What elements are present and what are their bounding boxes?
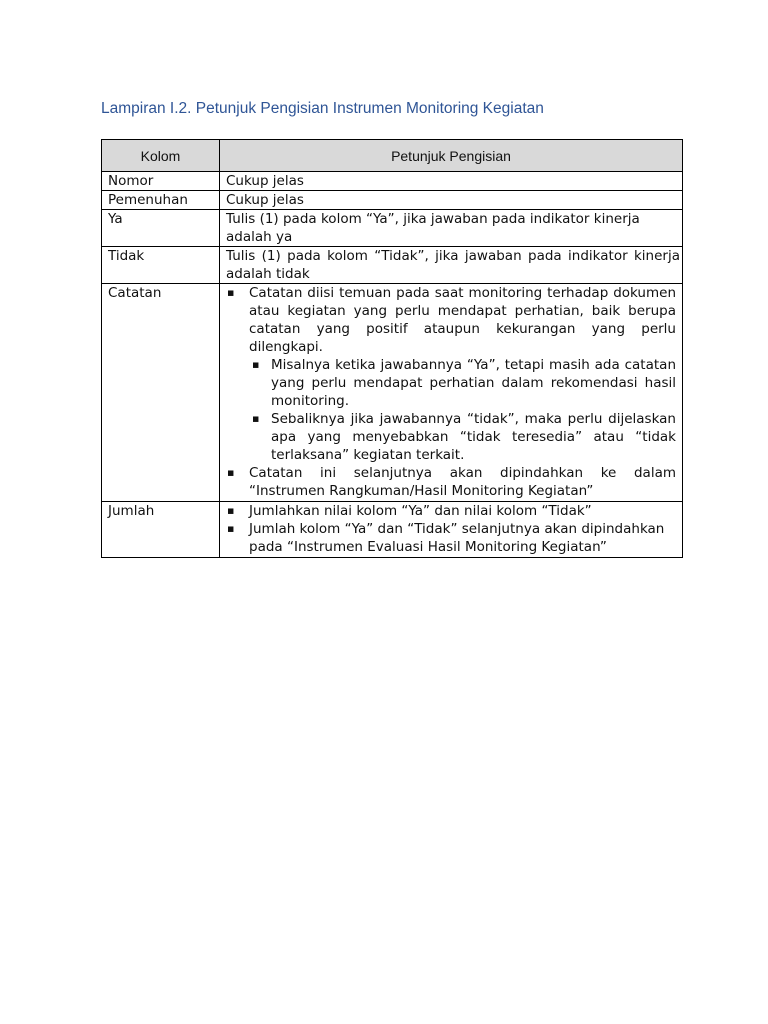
table-row (102, 191, 683, 210)
bullet-icon: ▪ (227, 504, 235, 517)
header-petunjuk: Petunjuk Pengisian (220, 140, 683, 172)
row-label-jumlah: Jumlah (102, 502, 220, 558)
table-row (102, 247, 683, 284)
row-text-jumlah (220, 502, 683, 558)
ya-line1: Tulis (1) pada kolom “Ya”, jika jawaban pada indikator kinerja (226, 211, 640, 227)
row-text-tidak: Tulis (1) pada kolom “Tidak”, jika jawaban pada indikator kinerja adalah tidak (220, 247, 683, 284)
bullet-icon: ▪ (227, 286, 235, 299)
table-header-row (102, 140, 683, 172)
header-kolom: Kolom (102, 140, 220, 172)
list-item: ▪ Misalnya ketika jawabannya “Ya”, tetapi masih ada catatan yang perlu mendapat perhatian dalam rekomendasi hasil monitoring. (252, 357, 676, 409)
row-label-nomor: Nomor (102, 172, 220, 191)
bullet-icon: ▪ (227, 466, 235, 479)
list-item: ▪ Catatan diisi temuan pada saat monitoring terhadap dokumen atau kegiatan yang perlu mendapat perhatian, baik berupa catatan yang positif ataupun kekurangan yang perlu dilengkapi. ▪ Misalnya ketika jawabannya “Ya”, tetapi masih ada catatan yang perlu mendapat perhatian dalam rekomendasi hasil monitoring. ▪ Sebaliknya jika jawabannya “tidak”, maka perlu dijelaskan apa yang menyebabkan “tidak teresedia” atau “tidak terlaksana” kegiatan terkait. (227, 285, 676, 463)
jumlah-list (226, 502, 676, 556)
list-item: ▪ Jumlah kolom “Ya” dan “Tidak” selanjutnya akan dipindahkan pada “Instrumen Evaluasi Hasil Monitoring Kegiatan” (227, 521, 665, 555)
table-row (102, 502, 683, 558)
list-item: ▪ Jumlahkan nilai kolom “Ya” dan nilai kolom “Tidak” (227, 503, 592, 519)
catatan-list (226, 284, 676, 500)
list-item: ▪ Sebaliknya jika jawabannya “tidak”, maka perlu dijelaskan apa yang menyebabkan “tidak teresedia” atau “tidak terlaksana” kegiatan terkait. (252, 411, 676, 463)
row-text-catatan (220, 284, 683, 502)
ya-line2: adalah ya (226, 229, 293, 245)
page-title: Lampiran I.2. Petunjuk Pengisian Instrumen Monitoring Kegiatan (101, 100, 544, 117)
row-label-ya: Ya (102, 210, 220, 247)
row-label-pemenuhan: Pemenuhan (102, 191, 220, 210)
bullet-icon: ▪ (227, 522, 235, 535)
bullet-icon: ▪ (252, 412, 260, 425)
row-text-nomor: Cukup jelas (220, 172, 683, 191)
row-label-catatan: Catatan (102, 284, 220, 502)
row-text-pemenuhan: Cukup jelas (220, 191, 683, 210)
instruction-table (101, 139, 683, 558)
catatan-sublist (249, 356, 676, 464)
bullet-icon: ▪ (252, 358, 260, 371)
table-row (102, 210, 683, 247)
list-item: ▪ Catatan ini selanjutnya akan dipindahkan ke dalam “Instrumen Rangkuman/Hasil Monitoring Kegiatan” (227, 465, 676, 499)
row-label-tidak: Tidak (102, 247, 220, 284)
table-row (102, 172, 683, 191)
table-row (102, 284, 683, 502)
row-text-ya (220, 210, 683, 247)
